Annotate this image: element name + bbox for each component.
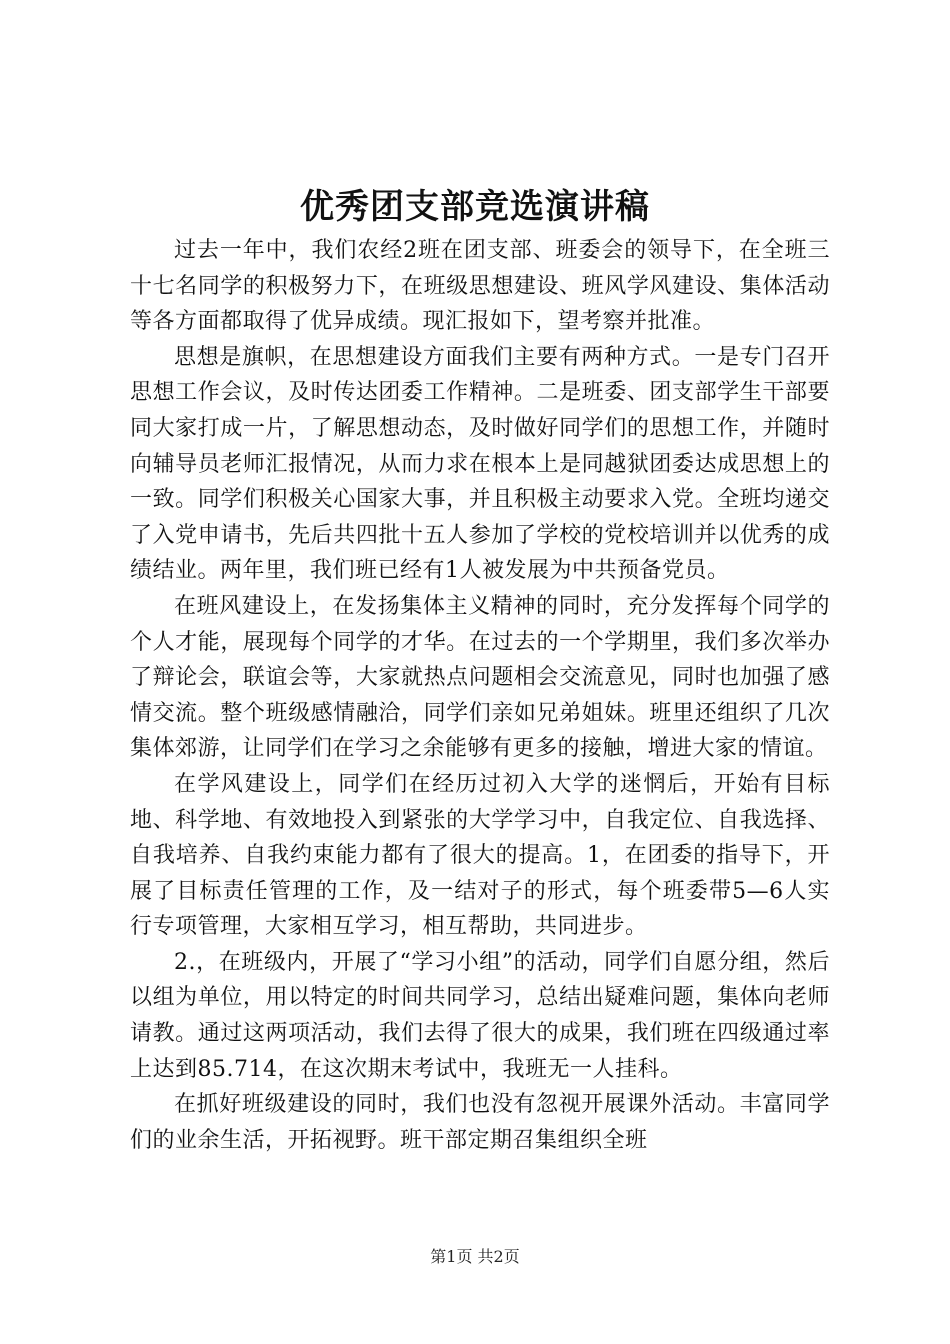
document-body — [130, 233, 830, 1158]
paragraph-study-groups: 2.，在班级内，开展了“学习小组”的活动，同学们自愿分组，然后以组为单位，用以特定的时间共同学习，总结出疑难问题，集体向老师请教。通过这两项活动，我们去得了很大的成果，我们班在四级通过率上达到85.714，在这次期末考试中，我班无一人挂科。 — [130, 949, 830, 1082]
paragraph-class-style: 在班风建设上，在发扬集体主义精神的同时，充分发挥每个同学的个人才能，展现每个同学的才华。在过去的一个学期里，我们多次举办了辩论会，联谊会等，大家就热点问题相会交流意见，同时也加强了感情交流。整个班级感情融洽，同学们亲如兄弟姐妹。班里还组织了几次集体郊游，让同学们在学习之余能够有更多的接触，增进大家的情谊。 — [130, 593, 830, 762]
document-title: 优秀团支部竞选演讲稿 — [300, 187, 650, 227]
paragraph-study-style: 在学风建设上，同学们在经历过初入大学的迷惘后，开始有目标地、科学地、有效地投入到紧张的大学学习中，自我定位、自我选择、自我培养、自我约束能力都有了很大的提高。1，在团委的指导下，开展了目标责任管理的工作，及一结对子的形式，每个班委带5—6人实行专项管理，大家相互学习，相互帮助，共同进步。 — [130, 771, 830, 940]
paragraph-ideology: 思想是旗帜，在思想建设方面我们主要有两种方式。一是专门召开思想工作会议，及时传达团委工作精神。二是班委、团支部学生干部要同大家打成一片，了解思想动态，及时做好同学们的思想工作，并随时向辅导员老师汇报情况，从而力求在根本上是同越狱团委达成思想上的一致。同学们积极关心国家大事，并且积极主动要求入党。全班均递交了入党申请书，先后共四批十五人参加了学校的党校培训并以优秀的成绩结业。两年里，我们班已经有1人被发展为中共预备党员。 — [130, 344, 830, 584]
paragraph-intro: 过去一年中，我们农经2班在团支部、班委会的领导下，在全班三十七名同学的积极努力下，在班级思想建设、班风学风建设、集体活动等各方面都取得了优异成绩。现汇报如下，望考察并批准。 — [130, 238, 830, 335]
page-number-footer: 第1页 共2页 — [430, 1247, 520, 1266]
paragraph-activities: 在抓好班级建设的同时，我们也没有忽视开展课外活动。丰富同学们的业余生活，开拓视野。班干部定期召集组织全班 — [130, 1092, 830, 1153]
